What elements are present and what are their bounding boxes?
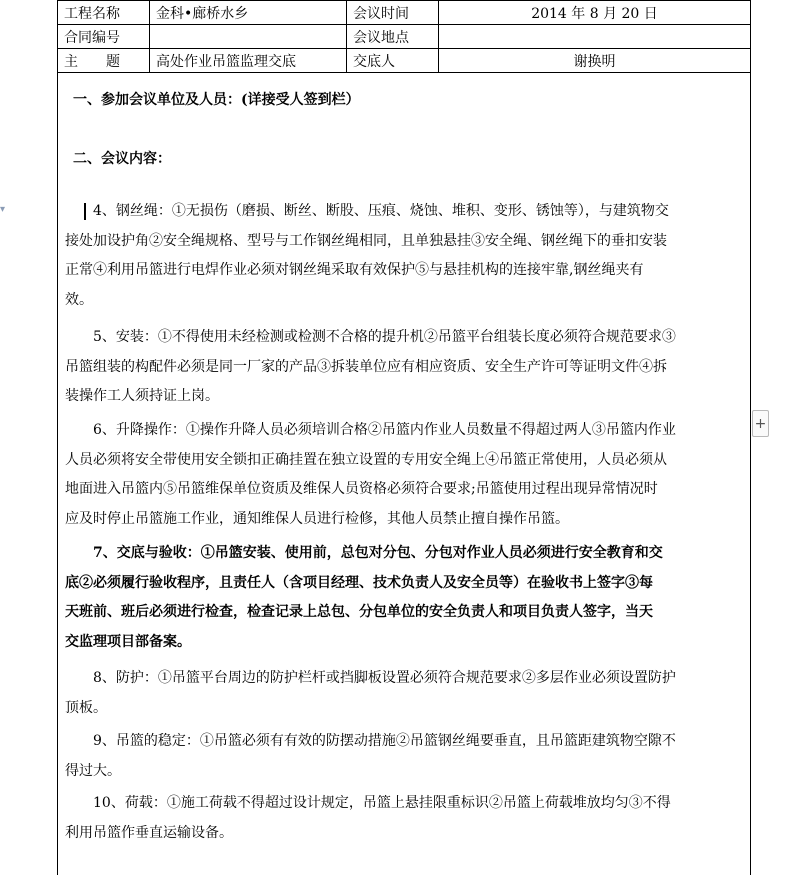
- contract-no-value: [150, 25, 347, 49]
- text-line: 效。: [65, 291, 93, 308]
- text-line: 人员必须将安全带使用安全锁扣正确挂置在独立设置的专用安全绳上④吊篮正常使用，人员必须从: [65, 451, 667, 468]
- subject-label: 主 题: [58, 49, 150, 73]
- header-row-2: [58, 25, 751, 49]
- paragraph-installation: [65, 323, 741, 412]
- add-button[interactable]: +: [752, 410, 769, 437]
- text-line: 10、荷载：①施工荷载不得超过设计规定，吊篮上悬挂限重标识②吊篮上荷载堆放均匀③不得: [93, 795, 671, 811]
- section-content-title: 二、会议内容：: [73, 151, 171, 167]
- dropdown-arrow-icon[interactable]: ▾: [0, 204, 6, 215]
- text-line: 底②必须履行验收程序，且责任人（含项目经理、技术负责人及安全员等）在验收书上签字③每: [65, 574, 653, 591]
- text-line: 4、钢丝绳：①无损伤（磨损、断丝、断股、压痕、烧蚀、堆积、变形、锈蚀等），与建筑物交: [93, 203, 669, 219]
- paragraph-briefing-acceptance: [65, 539, 741, 657]
- text-line: 吊篮组装的构配件必须是同一厂家的产品③拆装单位应有相应资质、安全生产许可等证明文件④拆: [65, 358, 667, 375]
- meeting-time-label: 会议时间: [347, 1, 439, 25]
- paragraph-lifting-operation: [65, 416, 741, 534]
- paragraph-load: [65, 789, 741, 848]
- text-line: 利用吊篮作垂直运输设备。: [65, 824, 233, 841]
- text-line: 5、安装：①不得使用未经检测或检测不合格的提升机②吊篮平台组装长度必须符合规范要求③: [93, 329, 676, 345]
- text-line: 交监理项目部备案。: [65, 633, 191, 650]
- text-line: 应及时停止吊篮施工作业，通知维保人员进行检修，其他人员禁止擅自操作吊篮。: [65, 510, 569, 527]
- meeting-header-table: [57, 0, 751, 73]
- text-line: 地面进入吊篮内⑤吊篮维保单位资质及维保人员资格必须符合要求;吊篮使用过程出现异常情况时: [65, 481, 658, 498]
- header-row-1: [58, 1, 751, 25]
- text-line: 7、交底与验收：①吊篮安装、使用前，总包对分包、分包对作业人员必须进行安全教育和交: [93, 545, 663, 561]
- contract-no-label: 合同编号: [58, 25, 150, 49]
- section-attendees-title: 一、参加会议单位及人员：(详接受人签到栏）: [73, 92, 360, 108]
- text-line: 天班前、班后必须进行检查，检查记录上总包、分包单位的安全负责人和项目负责人签字，当天: [65, 604, 653, 621]
- project-name-value: 金科•廊桥水乡: [150, 1, 347, 25]
- text-cursor: [84, 203, 86, 220]
- project-name-label: 工程名称: [58, 1, 150, 25]
- presenter-value: 谢换明: [439, 49, 751, 73]
- text-line: 8、防护：①吊篮平台周边的防护栏杆或挡脚板设置必须符合规范要求②多层作业必须设置防护: [93, 670, 676, 686]
- meeting-place-value: [439, 25, 751, 49]
- meeting-place-label: 会议地点: [347, 25, 439, 49]
- text-line: 顶板。: [65, 699, 107, 716]
- text-line: 接处加设护角②安全绳规格、型号与工作钢丝绳相同，且单独悬挂③安全绳、钢丝绳下的垂扣安装: [65, 232, 667, 249]
- paragraph-stability: [65, 727, 741, 786]
- text-line: 6、升降操作：①操作升降人员必须培训合格②吊篮内作业人员数量不得超过两人③吊篮内作业: [93, 422, 676, 438]
- paragraph-protection: [65, 664, 741, 723]
- text-line: 9、吊篮的稳定：①吊篮必须有有效的防摆动措施②吊篮钢丝绳要垂直，且吊篮距建筑物空隙不: [93, 733, 676, 749]
- text-line: 正常④利用吊篮进行电焊作业必须对钢丝绳采取有效保护⑤与悬挂机构的连接牢靠,钢丝绳夹有: [65, 262, 644, 279]
- subject-value: 高处作业吊篮监理交底: [150, 49, 347, 73]
- text-line: 装操作工人须持证上岗。: [65, 388, 219, 405]
- text-line: 得过大。: [65, 762, 121, 779]
- paragraph-wire-rope: [65, 197, 741, 315]
- meeting-time-value: 2014 年 8 月 20 日: [439, 1, 751, 25]
- presenter-label: 交底人: [347, 49, 439, 73]
- header-row-3: [58, 49, 751, 73]
